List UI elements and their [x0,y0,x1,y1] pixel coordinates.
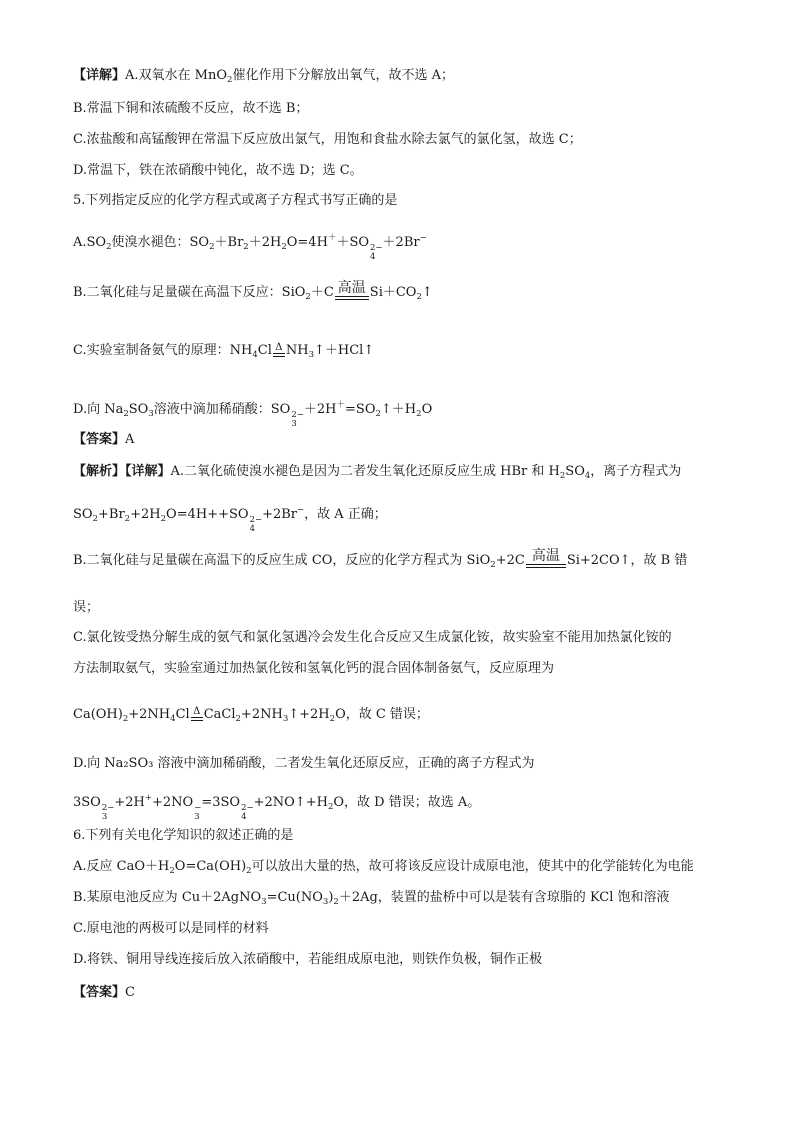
heat-condition: Δ [191,706,203,721]
analysis-line-6: 方法制取氨气，实验室通过加热氯化铵和氢氧化钙的混合固体制备氨气，反应原理为 [73,661,555,676]
question-5-option-a: $A.SO_2$使溴水褪色：$SO_2+Br_2+2H_2O=4H^++SO$ 2− 4 ＋2Br− [73,233,427,262]
question-6-option-a: A.反应 $CaO+H_2O=Ca(OH)_2$可以放出大量的热，故可将该反应设计成原电池，使其中的化学能转化为电能 [73,859,694,876]
question-6-stem: 6.下列有关电化学知识的叙述正确的是 [73,828,294,843]
question-5-option-c: C.实验室制备氨气的原理：$NH_4Cl$ Δ $NH_3↑+HCl↑$ [73,342,375,360]
reaction-condition: 高温 [526,549,566,568]
reaction-condition: 高温 [335,281,369,300]
question-6-option-d: D.将铁、铜用导线连接后放入浓硝酸中，若能组成原电池，则铁作负极，铜作正极 [73,952,543,967]
answer-tag: 【答案】 [73,985,126,1000]
analysis-line-5: C.氯化铵受热分解生成的氨气和氯化氢遇冷会发生化合反应又生成氯化铵，故实验室不能用加热氯化铵的 [73,630,672,645]
explanation-line-b: B.常温下铜和浓硫酸不反应，故不选 B； [73,101,309,116]
question-6-option-c: C.原电池的两极可以是同样的材料 [73,921,269,936]
explanation-line-c: C.浓盐酸和高锰酸钾在常温下反应放出氯气，用饱和食盐水除去氯气的氯化氢，故选 C； [73,132,582,147]
analysis-line-3: B.二氧化硅与足量碳在高温下的反应生成 CO，反应的化学方程式为 SiO$_2$+2C 高温 Si+2CO↑，故 B 错 [73,548,688,570]
analysis-tag: 【解析】【详解】 [73,464,171,479]
question-5-option-b: B.二氧化硅与足量碳在高温下反应：SiO$_2$＋C 高温 $Si+CO_2↑$ [73,280,433,302]
heat-condition: Δ [273,342,285,357]
question-5-stem: 5.下列指定反应的化学方程式或离子方程式书写正确的是 [73,193,398,208]
analysis-line-2: $SO_2+Br_2+2H_2O=4H++SO$ 2− 4 +2Br−，故 A 正确； [73,505,387,534]
answer-tag: 【答案】 [73,432,126,447]
analysis-line-1: 【解析】【详解】A.二氧化硫使溴水褪色是因为二者发生氧化还原反应生成 HBr 和 $H_2SO_4$，离子方程式为 [73,464,682,481]
explanation-line-a: 【详解】A.双氧水在 MnO$_2$催化作用下分解放出氧气，故不选 A； [73,68,454,85]
question-6-option-b: B.某原电池反应为 $Cu+2AgNO_3=Cu(NO_3)_2+2Ag$，装置的盐桥中可以是装有含琼脂的 KCl 饱和溶液 [73,890,670,907]
analysis-line-8: D.向 Na₂SO₃ 溶液中滴加稀硝酸，二者发生氧化还原反应，正确的离子方程式为 [73,756,535,771]
question-5-option-d: D.向 $Na_2SO_3$溶液中滴加稀硝酸：SO 2− 3 $+2H^+=SO_2↑+H_2O$ [73,400,433,429]
explanation-line-d: D.常温下，铁在浓硝酸中钝化，故不选 D；选 C。 [73,163,363,178]
analysis-line-9: 3SO 2− 3 +2H++2NO − 3 =3SO 2− 4 $+2NO↑+H_2O$，故 D 错误；故选 A。 [73,793,481,822]
answer-5: 【答案】A [73,432,135,447]
analysis-line-7: $Ca(OH)_2+2NH_4Cl$ Δ $CaCl_2+2NH_3↑+2H_2O$，故 C 错误； [73,706,429,724]
analysis-line-4: 误； [73,600,100,615]
detail-tag: 【详解】 [73,68,126,83]
answer-6: 【答案】C [73,985,135,1000]
